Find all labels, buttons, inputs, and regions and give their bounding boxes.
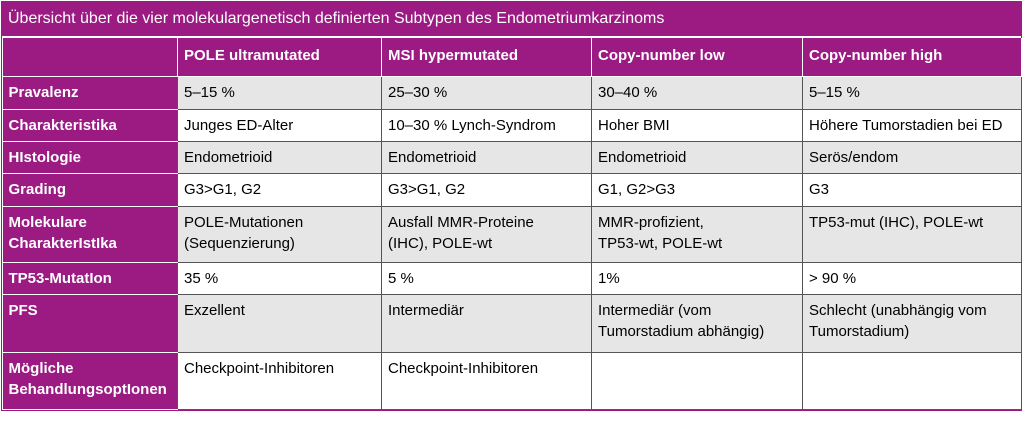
table-cell: [592, 352, 803, 409]
table-cell: 10–30 % Lynch-Syndrom: [382, 109, 592, 141]
table-cell: Höhere Tumorstadien bei ED: [803, 109, 1022, 141]
table-cell: > 90 %: [803, 262, 1022, 294]
table-cell: G1, G2>G3: [592, 173, 803, 206]
table-cell: G3>G1, G2: [382, 173, 592, 206]
table-cell: 5–15 %: [178, 76, 382, 109]
table-cell: 1%: [592, 262, 803, 294]
table-row: [3, 206, 1022, 262]
table-cell: MMR-profizient, TP53-wt, POLE-wt: [592, 206, 803, 262]
table-cell: 5–15 %: [803, 76, 1022, 109]
table-cell: Schlecht (unabhängig vom Tumorstadium): [803, 294, 1022, 352]
table-cell: Checkpoint-Inhibitoren: [178, 352, 382, 409]
table-row: [3, 173, 1022, 206]
table-cell: 35 %: [178, 262, 382, 294]
table-row: [3, 141, 1022, 173]
row-header: TP53-MutatIon: [3, 262, 178, 294]
table-cell: Serös/endom: [803, 141, 1022, 173]
header-corner-cell: [3, 38, 178, 76]
table-cell: Hoher BMI: [592, 109, 803, 141]
column-header: MSI hypermutated: [382, 38, 592, 76]
table-row: [3, 109, 1022, 141]
table-cell: POLE-Mutationen (Sequenzierung): [178, 206, 382, 262]
row-header: Grading: [3, 173, 178, 206]
row-header: Mögliche BehandlungsoptIonen: [3, 352, 178, 409]
table-row: [3, 262, 1022, 294]
row-header: HIstologie: [3, 141, 178, 173]
table-title: Übersicht über die vier molekulargenetisch definierten Subtypen des Endometriumkarzinoms: [2, 2, 1021, 38]
table-cell: Endometrioid: [178, 141, 382, 173]
table-row: [3, 294, 1022, 352]
row-header: PFS: [3, 294, 178, 352]
table-cell: Junges ED-Alter: [178, 109, 382, 141]
row-header: Pravalenz: [3, 76, 178, 109]
column-header: Copy-number high: [803, 38, 1022, 76]
table-cell: Endometrioid: [592, 141, 803, 173]
header-row: [3, 38, 1022, 76]
column-header: Copy-number low: [592, 38, 803, 76]
table-row: [3, 352, 1022, 409]
table-cell: [803, 352, 1022, 409]
table-cell: Intermediär (vom Tumorstadium abhängig): [592, 294, 803, 352]
table-row: [3, 76, 1022, 109]
table-cell: Endometrioid: [382, 141, 592, 173]
row-header: Molekulare CharakterIstIka: [3, 206, 178, 262]
table-cell: 30–40 %: [592, 76, 803, 109]
table-cell: TP53-mut (IHC), POLE-wt: [803, 206, 1022, 262]
table-cell: G3>G1, G2: [178, 173, 382, 206]
table-cell: 5 %: [382, 262, 592, 294]
column-header: POLE ultramutated: [178, 38, 382, 76]
table-cell: 25–30 %: [382, 76, 592, 109]
row-header: Charakteristika: [3, 109, 178, 141]
table-cell: G3: [803, 173, 1022, 206]
table-cell: Exzellent: [178, 294, 382, 352]
table-cell: Intermediär: [382, 294, 592, 352]
subtypes-table: [2, 38, 1022, 410]
table-cell: Ausfall MMR-Proteine (IHC), POLE-wt: [382, 206, 592, 262]
table-cell: Checkpoint-Inhibitoren: [382, 352, 592, 409]
subtypes-table-container: [1, 1, 1022, 411]
